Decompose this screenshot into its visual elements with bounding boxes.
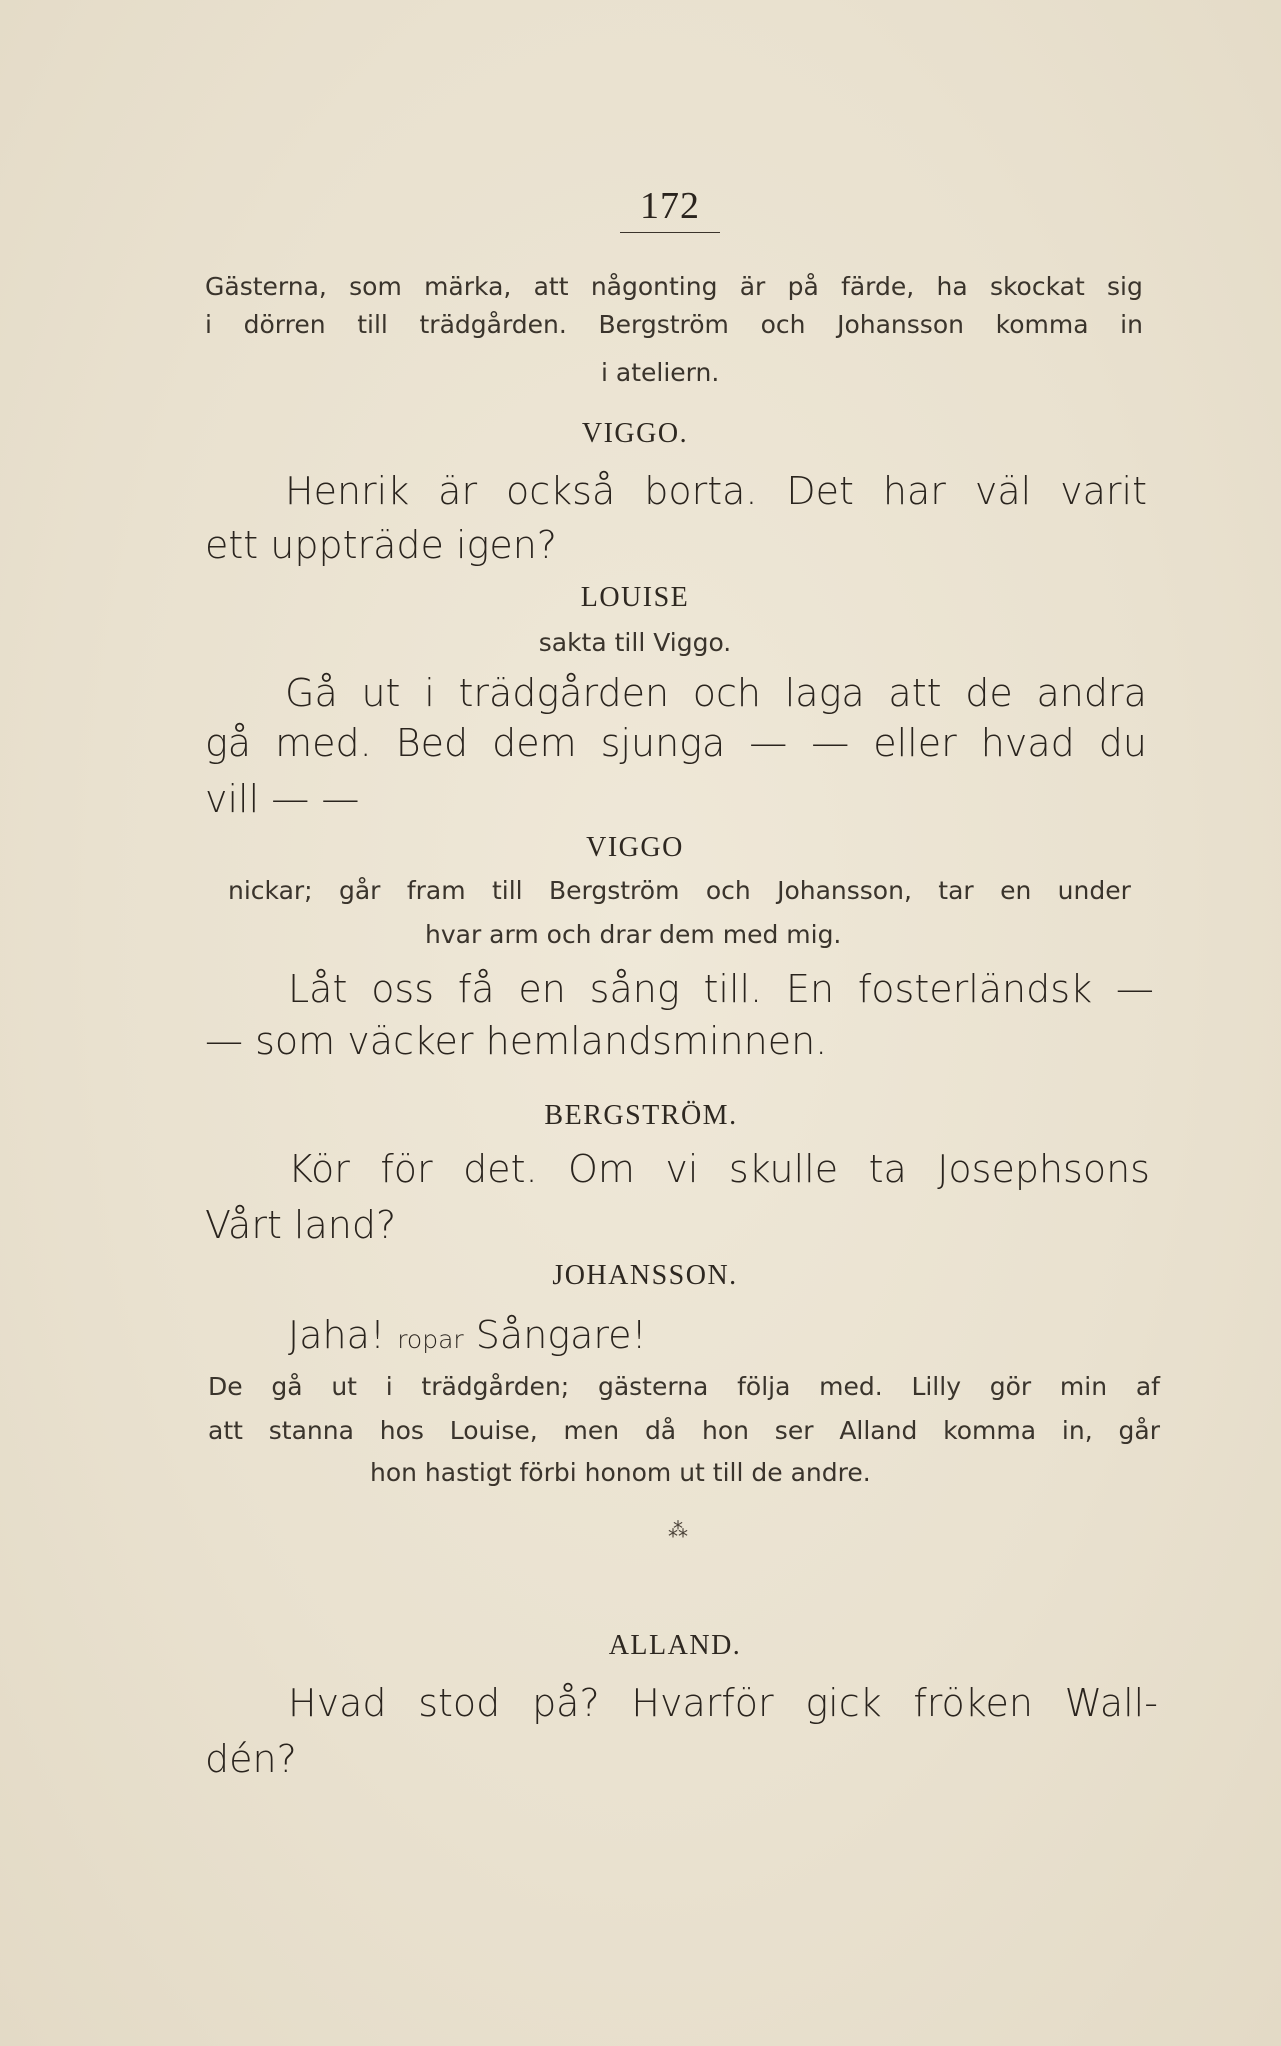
word: Bergström	[548, 876, 680, 905]
word: och	[760, 310, 806, 339]
word: till	[491, 876, 523, 905]
word: Bed	[395, 721, 469, 765]
stage-direction-line	[205, 274, 1143, 299]
dialogue-line: Vårt land?	[205, 1203, 397, 1247]
word: Johansson	[837, 310, 964, 339]
word: färde,	[841, 272, 915, 301]
word: skockat	[989, 272, 1085, 301]
word: Gästerna,	[205, 272, 327, 301]
word: af	[1135, 1372, 1160, 1401]
word: det.	[463, 1147, 538, 1191]
word: nickar;	[228, 876, 313, 905]
stage-direction-line	[208, 1418, 1160, 1443]
word: varit	[1060, 469, 1147, 513]
dialogue-line	[288, 967, 1154, 1011]
word: Wall-	[1064, 1681, 1158, 1725]
word: gick	[805, 1681, 882, 1725]
word: laga	[784, 671, 865, 715]
word: Det	[786, 469, 854, 513]
word: i	[424, 671, 435, 715]
stage-direction-line	[228, 878, 1131, 903]
word: fosterländsk	[857, 967, 1093, 1011]
stage-direction-line	[208, 1374, 1160, 1399]
word: Låt	[288, 967, 348, 1011]
stage-direction-line: hon hastigt förbi honom ut till de andre.	[370, 1458, 871, 1487]
section-asterism: ⁂	[668, 1518, 688, 1542]
dialogue-line	[285, 671, 1147, 715]
speaker-name: ALLAND.	[608, 1630, 742, 1661]
word: in,	[1061, 1416, 1093, 1445]
word: fram	[406, 876, 466, 905]
word: trädgården;	[421, 1372, 570, 1401]
word: in	[1120, 310, 1143, 339]
word: stanna	[268, 1416, 354, 1445]
word: Bergström	[598, 310, 729, 339]
word: att	[208, 1416, 243, 1445]
word: —	[811, 721, 850, 765]
word: Kör	[288, 1147, 350, 1191]
word: och	[692, 671, 762, 715]
word: med.	[819, 1372, 883, 1401]
word: Josephsons	[937, 1147, 1150, 1191]
word: trädgården	[458, 671, 670, 715]
word: någonting	[590, 272, 718, 301]
word: ta	[868, 1147, 907, 1191]
word: i	[385, 1372, 393, 1401]
dialogue-line	[288, 1147, 1150, 1191]
dialogue-line: — som väcker hemlandsminnen.	[205, 1019, 828, 1063]
word: går	[338, 876, 381, 905]
stage-direction-line: i ateliern.	[601, 358, 720, 387]
word: gör	[989, 1372, 1032, 1401]
word: de	[965, 671, 1013, 715]
speaker-name: VIGGO.	[581, 418, 689, 449]
speaker-name: BERGSTRÖM.	[544, 1100, 738, 1131]
word: hvad	[980, 721, 1075, 765]
word: till.	[703, 967, 763, 1011]
word: en	[1000, 876, 1032, 905]
word: borta.	[644, 469, 758, 513]
word: eller	[873, 721, 957, 765]
dialogue-line	[288, 1313, 647, 1357]
word: Lilly	[911, 1372, 961, 1401]
dialogue-line	[285, 469, 1147, 513]
word: att	[533, 272, 569, 301]
word: Gå	[285, 671, 338, 715]
word: hos	[379, 1416, 424, 1445]
word: En	[785, 967, 835, 1011]
word: men	[563, 1416, 620, 1445]
word: dem	[492, 721, 577, 765]
word: ha	[936, 272, 968, 301]
speaker-name: VIGGO	[586, 832, 684, 863]
dialogue-line	[205, 721, 1147, 765]
word: oss	[371, 967, 435, 1011]
word: få	[457, 967, 495, 1011]
word: trädgården.	[419, 310, 567, 339]
word: ut	[331, 1372, 357, 1401]
word: Alland	[839, 1416, 918, 1445]
word: då	[644, 1416, 677, 1445]
word: följa	[737, 1372, 791, 1401]
word: Henrik	[285, 469, 410, 513]
stage-direction-line	[205, 312, 1143, 337]
word: väl	[974, 469, 1032, 513]
word: ser	[774, 1416, 814, 1445]
dialogue-word: Jaha!	[288, 1313, 386, 1357]
word: märka,	[424, 272, 512, 301]
word: för	[380, 1147, 433, 1191]
word: vi	[665, 1147, 699, 1191]
word: sjunga	[600, 721, 726, 765]
word: Om	[568, 1147, 635, 1191]
word: komma	[995, 310, 1089, 339]
word: andra	[1036, 671, 1147, 715]
dialogue-line: vill — —	[205, 777, 360, 821]
speaker-direction: sakta till Viggo.	[538, 628, 732, 657]
word: till	[357, 310, 388, 339]
word: sig	[1107, 272, 1143, 301]
word: att	[888, 671, 942, 715]
word: dörren	[243, 310, 326, 339]
word: också	[506, 469, 616, 513]
word: har	[882, 469, 946, 513]
page-number-rule	[620, 232, 720, 233]
word: i	[205, 310, 212, 339]
word: gå	[271, 1372, 303, 1401]
word: fröken	[913, 1681, 1033, 1725]
word: tar	[938, 876, 974, 905]
word: sång	[589, 967, 680, 1011]
page-number: 172	[640, 185, 700, 227]
word: komma	[943, 1416, 1037, 1445]
word: är	[438, 469, 478, 513]
word: Louise,	[449, 1416, 538, 1445]
word: De	[208, 1372, 243, 1401]
speaker-name: LOUISE	[580, 582, 690, 613]
word: hon	[701, 1416, 749, 1445]
word: Hvad	[288, 1681, 387, 1725]
word: under	[1057, 876, 1131, 905]
word: är	[739, 272, 766, 301]
word: du	[1098, 721, 1147, 765]
dialogue-word: Sångare!	[475, 1313, 647, 1357]
dialogue-line	[288, 1681, 1158, 1725]
word: ut	[361, 671, 401, 715]
word: en	[518, 967, 566, 1011]
word: gästerna	[597, 1372, 709, 1401]
word: skulle	[728, 1147, 839, 1191]
word: och	[705, 876, 751, 905]
word: går	[1118, 1416, 1160, 1445]
word: min	[1059, 1372, 1108, 1401]
word: som	[349, 272, 402, 301]
word: med.	[275, 721, 372, 765]
word: gå	[205, 721, 252, 765]
word: —	[749, 721, 788, 765]
dialogue-line: dén?	[205, 1737, 297, 1781]
word: Johansson,	[777, 876, 912, 905]
inline-stage-direction: ropar	[397, 1325, 464, 1354]
dialogue-line: ett uppträde igen?	[205, 523, 557, 567]
word: på?	[532, 1681, 600, 1725]
word: —	[1115, 967, 1154, 1011]
word: stod	[418, 1681, 501, 1725]
speaker-name: JOHANSSON.	[552, 1260, 738, 1291]
word: Hvarför	[631, 1681, 774, 1725]
stage-direction-line: hvar arm och drar dem med mig.	[425, 920, 842, 949]
word: på	[787, 272, 819, 301]
